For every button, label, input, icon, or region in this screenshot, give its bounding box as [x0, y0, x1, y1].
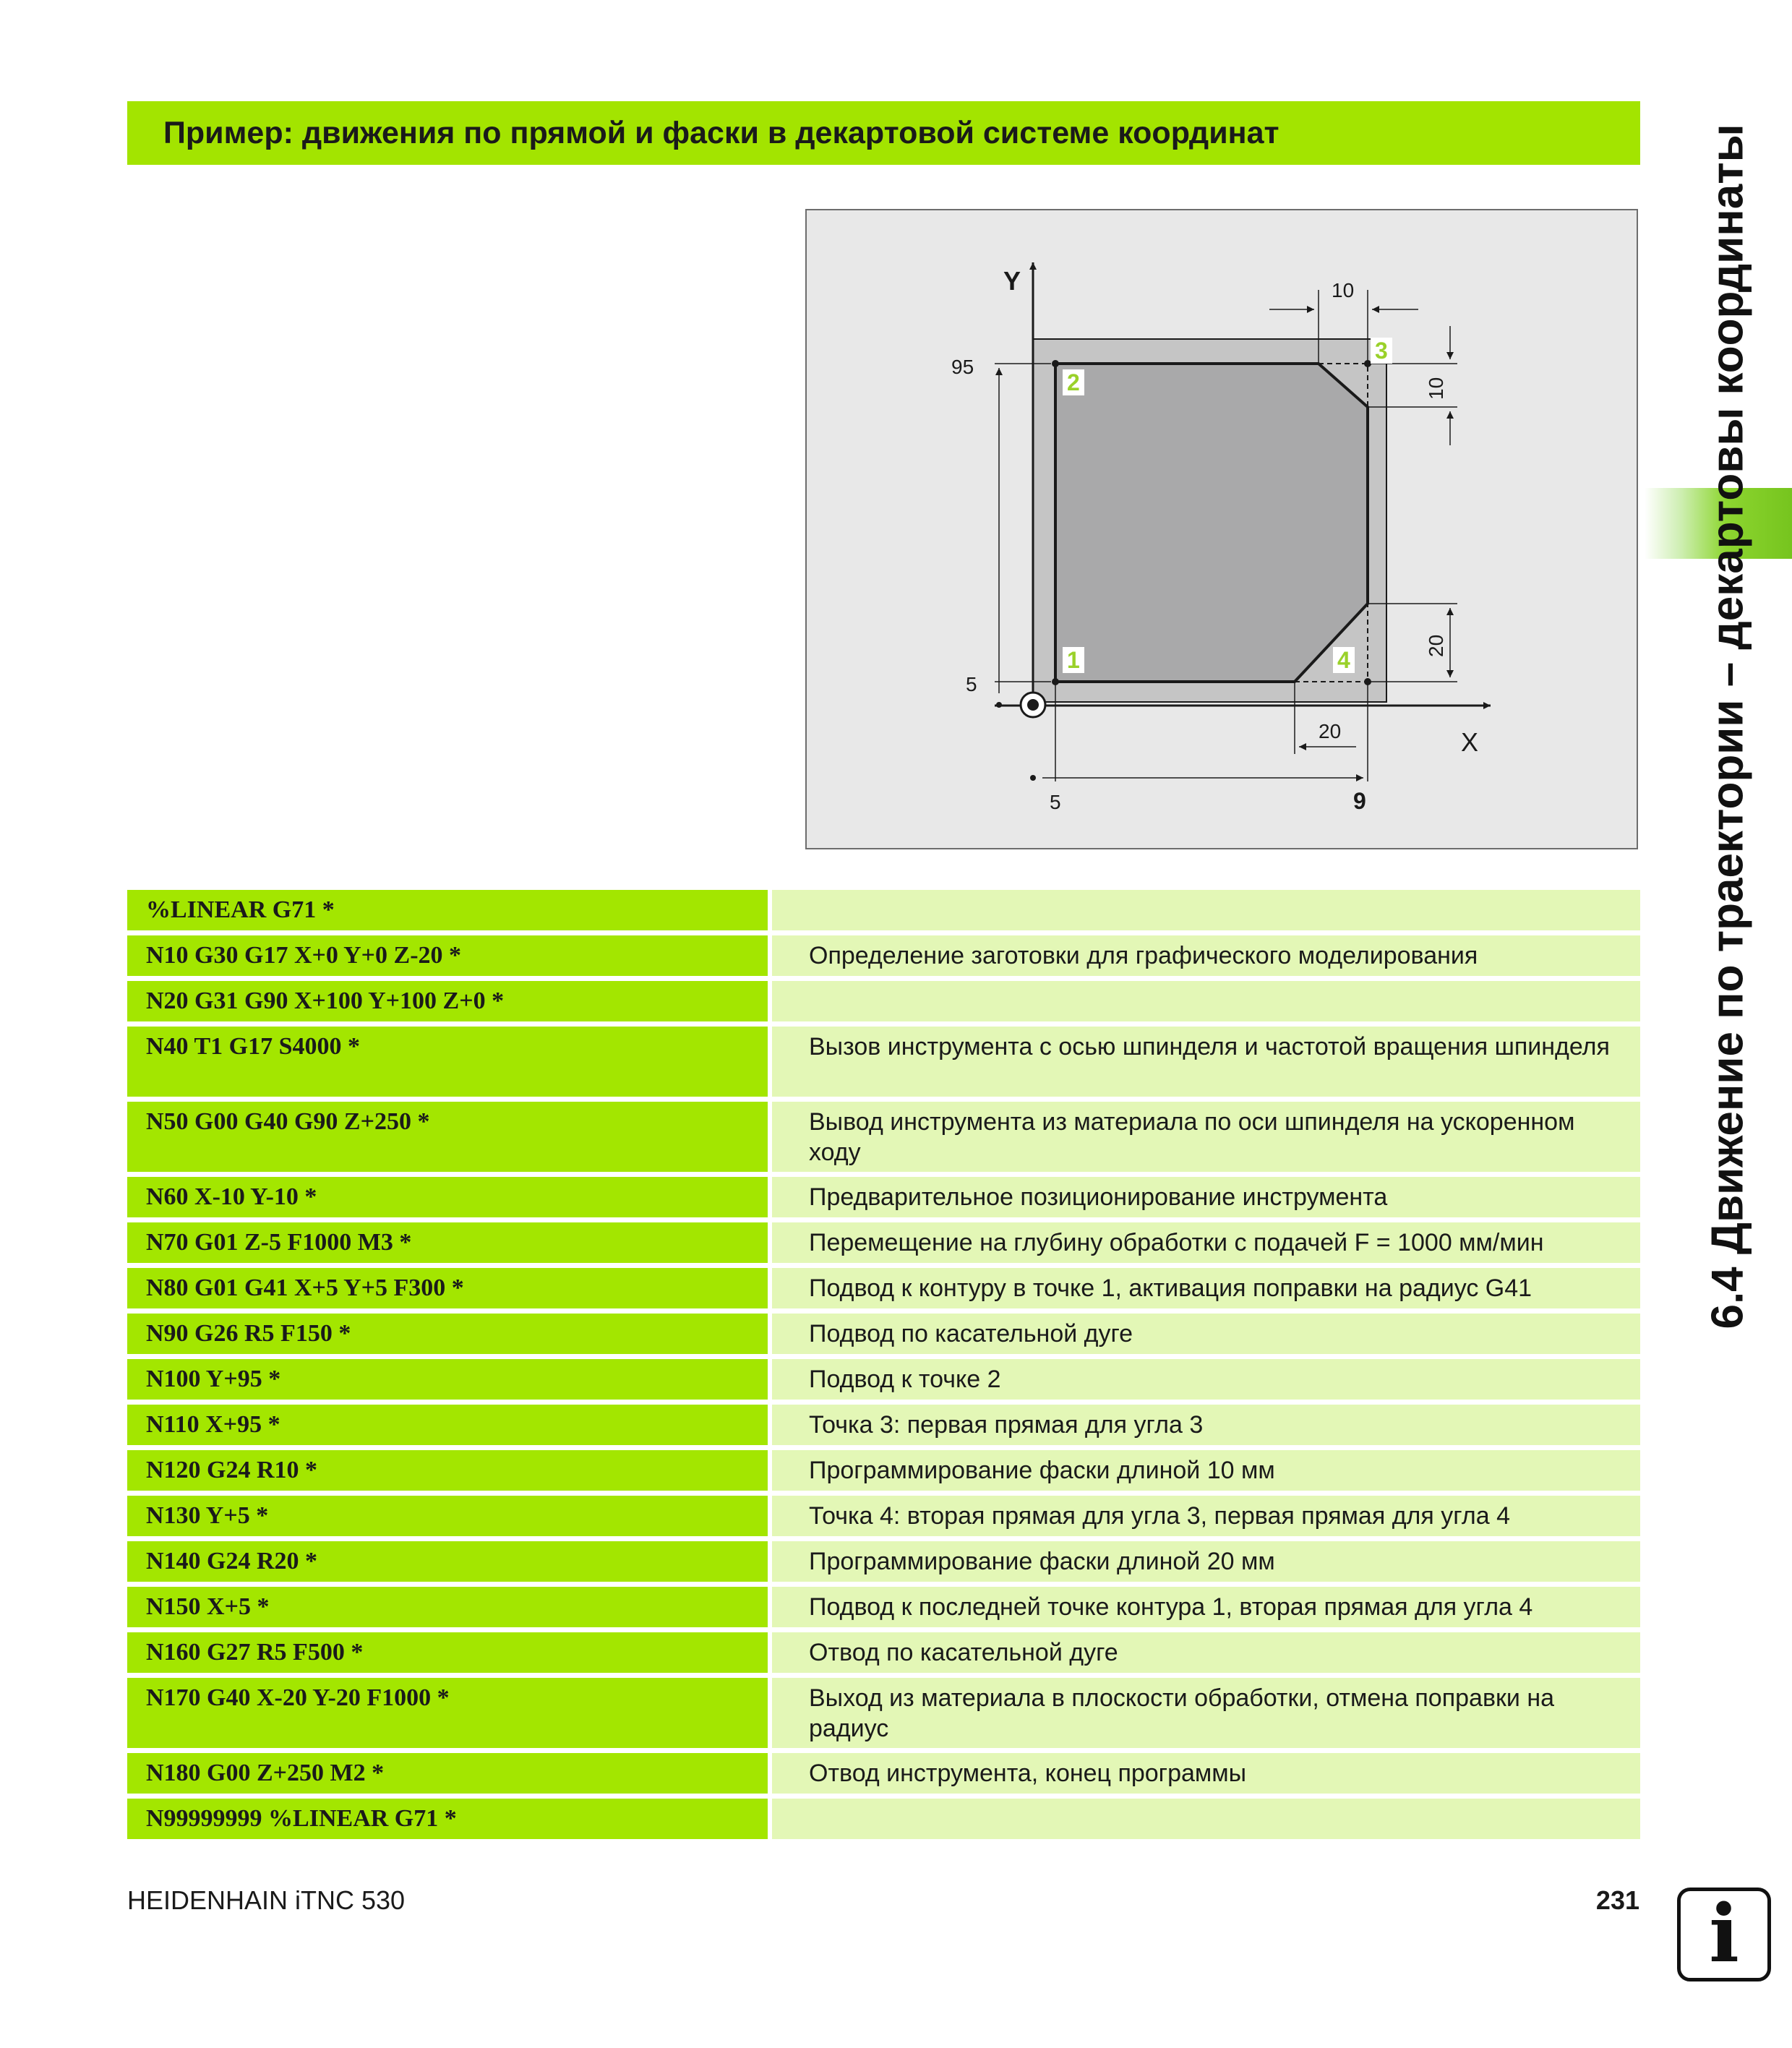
table-row: [127, 1177, 1640, 1217]
code-cell: N90 G26 R5 F150 *: [127, 1314, 768, 1354]
code-cell: N180 G00 Z+250 M2 *: [127, 1753, 768, 1794]
code-cell: N170 G40 X-20 Y-20 F1000 *: [127, 1678, 768, 1748]
contour-figure: [805, 209, 1638, 849]
table-row: [127, 935, 1640, 976]
code-cell: %LINEAR G71 *: [127, 890, 768, 930]
contour-point-2: [1052, 360, 1059, 367]
contour-point-4: [1364, 678, 1371, 685]
dim-label-10-top: 10: [1332, 279, 1355, 301]
comment-cell: Определение заготовки для графического моделирования: [772, 935, 1640, 976]
code-cell: N40 T1 G17 S4000 *: [127, 1027, 768, 1097]
dim-label-20-right: 20: [1425, 634, 1447, 657]
comment-cell: [772, 890, 1640, 930]
dim-point-x5: [1030, 775, 1036, 781]
comment-cell: Отвод по касательной дуге: [772, 1632, 1640, 1673]
comment-cell: [772, 981, 1640, 1021]
table-row: [127, 1222, 1640, 1263]
footer-product: HEIDENHAIN iTNC 530: [127, 1885, 406, 1915]
code-cell: N140 G24 R20 *: [127, 1541, 768, 1582]
code-cell: N80 G01 G41 X+5 Y+5 F300 *: [127, 1268, 768, 1308]
comment-cell: Вывод инструмента из материала по оси шпинделя на ускоренном ходу: [772, 1102, 1640, 1172]
table-row: [127, 1405, 1640, 1445]
info-icon: [1677, 1888, 1771, 1981]
code-cell: N160 G27 R5 F500 *: [127, 1632, 768, 1673]
chapter-side-title: 6.4 Движение по траектории – декартовы координаты: [1702, 124, 1753, 1329]
comment-cell: Подвод по касательной дуге: [772, 1314, 1640, 1354]
comment-cell: Предварительное позиционирование инструмента: [772, 1177, 1640, 1217]
table-row: [127, 1587, 1640, 1627]
dim-label-95: 95: [951, 356, 974, 378]
y-axis-label: Y: [1003, 266, 1021, 296]
table-row: [127, 1359, 1640, 1400]
contour-drawing: [807, 210, 1637, 848]
table-row: [127, 890, 1640, 930]
code-cell: N20 G31 G90 X+100 Y+100 Z+0 *: [127, 981, 768, 1021]
dim-label-y5: 5: [966, 673, 977, 695]
dim-point-y5: [996, 702, 1002, 708]
code-cell: N50 G00 G40 G90 Z+250 *: [127, 1102, 768, 1172]
comment-cell: Подвод к последней точке контура 1, вторая прямая для угла 4: [772, 1587, 1640, 1627]
table-row: [127, 1027, 1640, 1097]
code-cell: N110 X+95 *: [127, 1405, 768, 1445]
comment-cell: Подвод к точке 2: [772, 1359, 1640, 1400]
table-row: [127, 1753, 1640, 1794]
comment-cell: Выход из материала в плоскости обработки, отмена поправки на радиус: [772, 1678, 1640, 1748]
contour-point-3: [1364, 360, 1371, 367]
dim-label-x95: 9: [1353, 788, 1366, 814]
table-row: [127, 1496, 1640, 1536]
comment-cell: Вызов инструмента с осью шпинделя и частотой вращения шпинделя: [772, 1027, 1640, 1097]
code-cell: N70 G01 Z-5 F1000 M3 *: [127, 1222, 768, 1263]
info-icon-glyph: i: [1709, 1887, 1739, 1980]
section-title: Пример: движения по прямой и фаски в декартовой системе координат: [163, 116, 1279, 150]
code-cell: N99999999 %LINEAR G71 *: [127, 1799, 768, 1839]
comment-cell: [772, 1799, 1640, 1839]
page-number: 231: [1595, 1885, 1639, 1915]
table-row: [127, 1268, 1640, 1308]
dim-label-10-right: 10: [1425, 377, 1447, 400]
code-cell: N60 X-10 Y-10 *: [127, 1177, 768, 1217]
comment-cell: Программирование фаски длиной 10 мм: [772, 1450, 1640, 1491]
dim-label-20-bottom: 20: [1319, 720, 1342, 742]
table-row: [127, 1678, 1640, 1748]
code-cell: N120 G24 R10 *: [127, 1450, 768, 1491]
comment-cell: Перемещение на глубину обработки с подачей F = 1000 мм/мин: [772, 1222, 1640, 1263]
table-row: [127, 1799, 1640, 1839]
section-title-bar: [127, 101, 1640, 165]
contour-point-1: [1052, 678, 1059, 685]
point-label-4: 4: [1337, 647, 1350, 673]
point-label-2: 2: [1067, 369, 1080, 395]
contour-shape: [1055, 364, 1368, 682]
table-row: [127, 1314, 1640, 1354]
origin-inner: [1027, 699, 1039, 711]
dim-label-x5: 5: [1050, 791, 1061, 813]
comment-cell: Точка 3: первая прямая для угла 3: [772, 1405, 1640, 1445]
table-row: [127, 1450, 1640, 1491]
table-row: [127, 1632, 1640, 1673]
code-cell: N10 G30 G17 X+0 Y+0 Z-20 *: [127, 935, 768, 976]
program-table: [127, 890, 1640, 1844]
code-cell: N100 Y+95 *: [127, 1359, 768, 1400]
table-row: [127, 1541, 1640, 1582]
comment-cell: Подвод к контуру в точке 1, активация поправки на радиус G41: [772, 1268, 1640, 1308]
point-label-3: 3: [1375, 338, 1388, 364]
table-row: [127, 981, 1640, 1021]
code-cell: N150 X+5 *: [127, 1587, 768, 1627]
code-cell: N130 Y+5 *: [127, 1496, 768, 1536]
comment-cell: Программирование фаски длиной 20 мм: [772, 1541, 1640, 1582]
table-row: [127, 1102, 1640, 1172]
point-label-1: 1: [1067, 647, 1080, 673]
comment-cell: Отвод инструмента, конец программы: [772, 1753, 1640, 1794]
x-axis-label: X: [1461, 727, 1479, 757]
comment-cell: Точка 4: вторая прямая для угла 3, первая прямая для угла 4: [772, 1496, 1640, 1536]
